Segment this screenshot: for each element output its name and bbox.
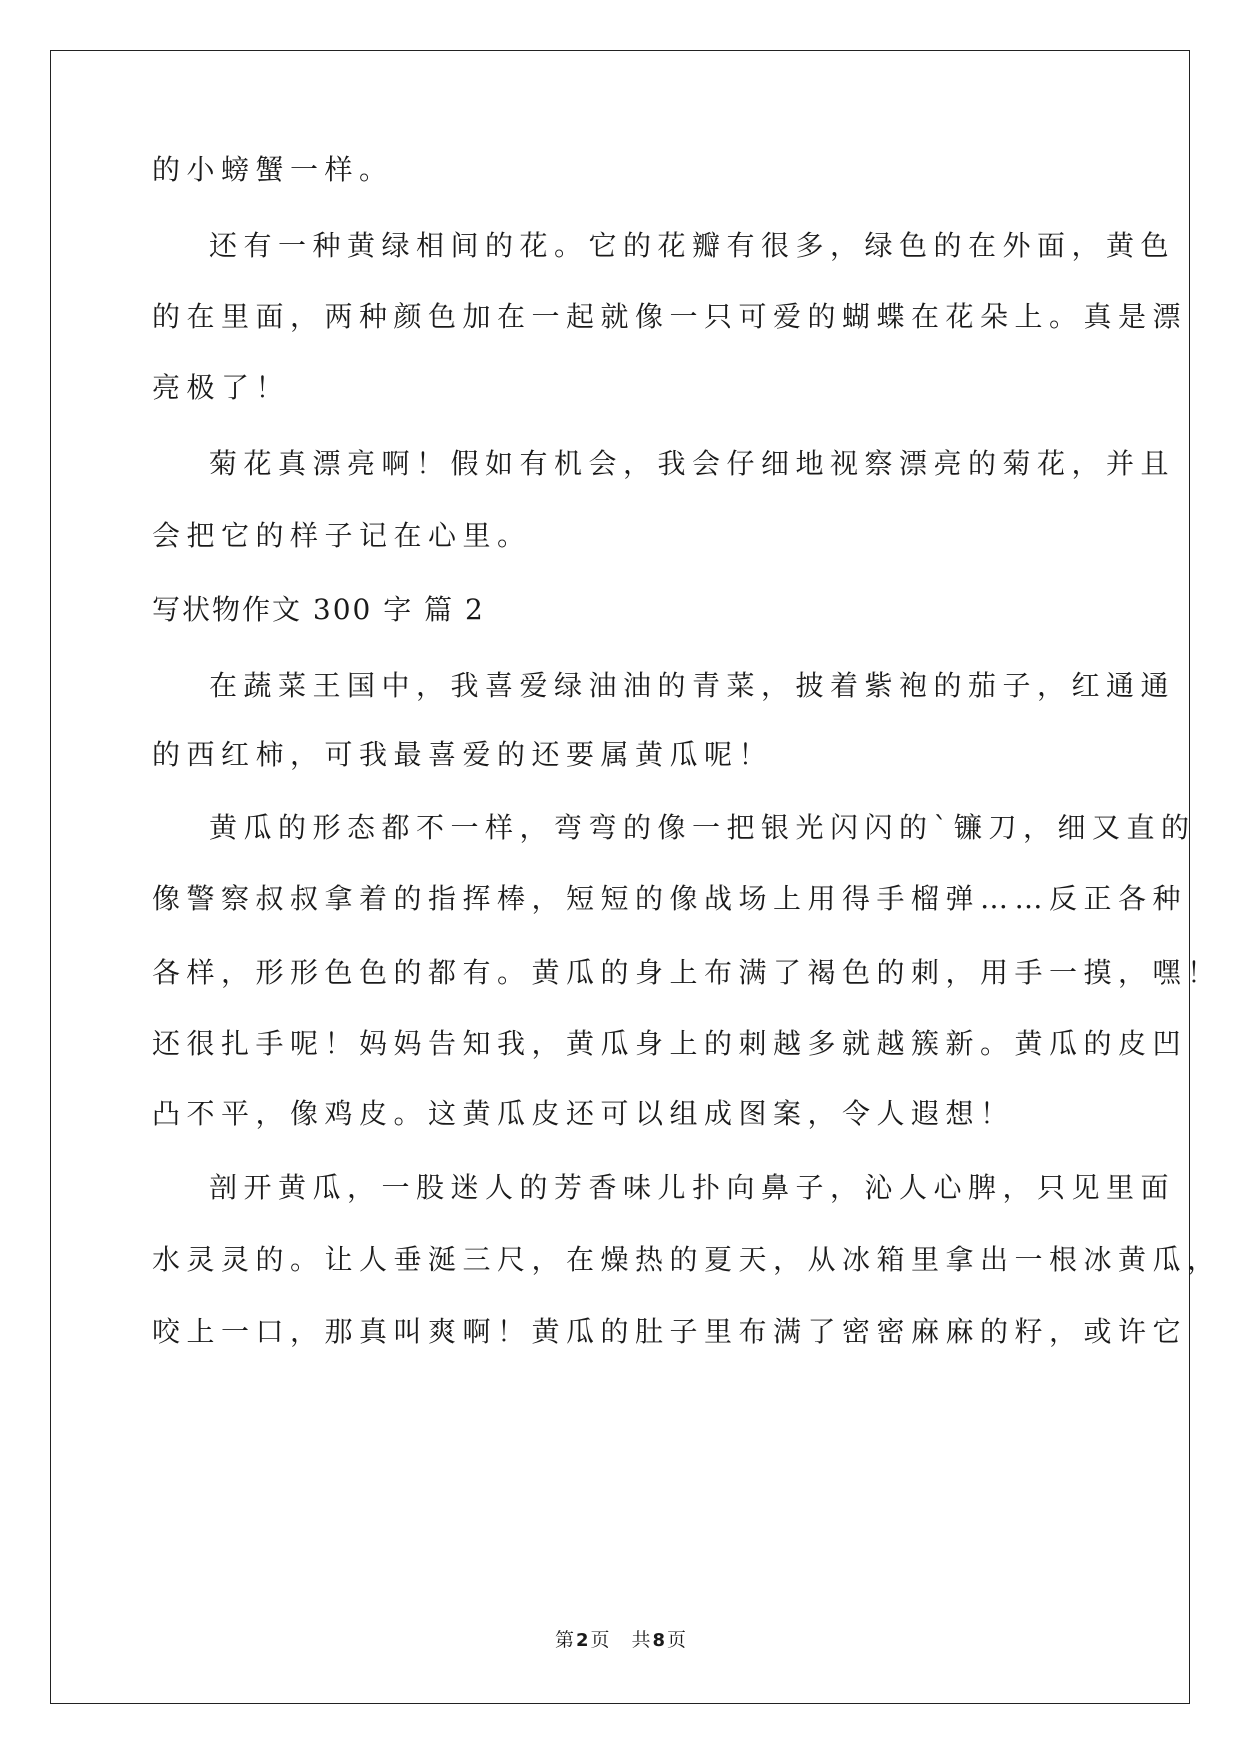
page-total-prefix: 共 [631,1629,651,1651]
paragraph-first-line: 还有一种黄绿相间的花。它的花瓣有很多，绿色的在外面，黄色 [209,229,1176,262]
text-line: 的在里面，两种颜色加在一起就像一只可爱的蝴蝶在花朵上。真是漂 [152,300,1188,333]
text-line: 的西红柿，可我最喜爱的还要属黄瓜呢！ [152,738,774,771]
paragraph-first-line: 在蔬菜王国中，我喜爱绿油油的青菜，披着紫袍的茄子，红通通 [209,669,1176,702]
text-line: 各样，形形色色的都有。黄瓜的身上布满了褐色的刺，用手一摸，嘿！ [152,956,1222,989]
paragraph-first-line: 黄瓜的形态都不一样，弯弯的像一把银光闪闪的`镰刀，细又直的 [209,811,1196,844]
page-number-suffix: 页 [590,1629,610,1651]
page-number-prefix: 第 [554,1629,574,1651]
page-total-suffix: 页 [667,1629,687,1651]
section-heading: 写状物作文 300 字 篇 2 [152,593,485,626]
page-number-current: 2 [575,1630,589,1651]
text-line: 水灵灵的。让人垂涎三尺，在燥热的夏天，从冰箱里拿出一根冰黄瓜， [152,1243,1222,1276]
paragraph-first-line: 菊花真漂亮啊！假如有机会，我会仔细地视察漂亮的菊花，并且 [209,447,1176,480]
text-line: 凸不平，像鸡皮。这黄瓜皮还可以组成图案，令人遐想！ [152,1097,1015,1130]
text-line: 亮极了！ [152,371,291,404]
text-line: 还很扎手呢！妈妈告知我，黄瓜身上的刺越多就越簇新。黄瓜的皮凹 [152,1027,1188,1060]
paragraph-first-line: 剖开黄瓜，一股迷人的芳香味儿扑向鼻子，沁人心脾，只见里面 [209,1171,1176,1204]
text-line: 咬上一口，那真叫爽啊！黄瓜的肚子里布满了密密麻麻的籽，或许它 [152,1315,1188,1348]
page-footer [0,1628,1241,1653]
page-total-count: 8 [652,1630,666,1651]
text-line: 像警察叔叔拿着的指挥棒，短短的像战场上用得手榴弹……反正各种 [152,882,1188,915]
text-line: 的小螃蟹一样。 [152,153,394,186]
text-line: 会把它的样子记在心里。 [152,519,532,552]
